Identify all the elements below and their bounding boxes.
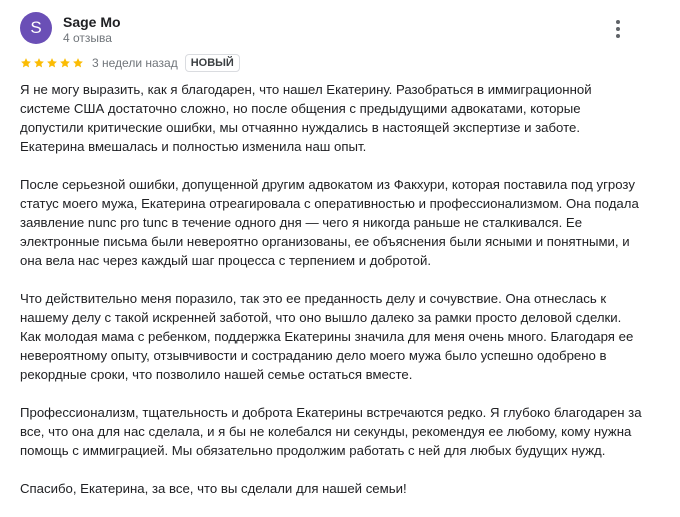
star-icon — [59, 57, 71, 69]
author-name[interactable]: Sage Mo — [63, 14, 121, 30]
star-rating — [20, 57, 84, 69]
star-icon — [72, 57, 84, 69]
review-paragraph: Я не могу выразить, как я благодарен, что нашел Екатерину. Разобраться в иммиграционной системе США достаточно сложно, но после общения с предыдущими адвокатами, которые допустили критические ошибки, мы отчаянно нуждались в настоящей экспертизе и заботе. Екатерина вмешалась и полностью изменила наш опыт. — [20, 82, 592, 154]
avatar-initial: S — [30, 18, 42, 37]
more-vert-icon — [616, 20, 620, 24]
avatar[interactable] — [20, 12, 52, 44]
more-options-button[interactable] — [606, 16, 630, 42]
review-paragraph: Профессионализм, тщательность и доброта Екатерины встречаются редко. Я глубоко благодарен за все, что она для нас сделала, и я бы не колебался ни секунды, рекомендуя ее любому, кому нужна помощь с иммиграцией. Мы обязательно продолжим работать с ней для любых будущих нужд. — [20, 405, 642, 458]
review-date: 3 недели назад — [92, 56, 178, 70]
author-reviews-count[interactable]: 4 отзыва — [63, 31, 112, 45]
star-icon — [46, 57, 58, 69]
more-vert-icon — [616, 27, 620, 31]
star-icon — [20, 57, 32, 69]
review-paragraph: Что действительно меня поразило, так это ее преданность делу и сочувствие. Она отнеслась к нашему делу с такой искренней заботой, что оно вышло далеко за рамки просто деловой сделки. Как молодая мама с ребенком, поддержка Екатерины значила для меня очень много. Благодаря ее невероятному опыту, отзывчивости и состраданию дело моего мужа было успешно одобрено в рекордные сроки, что позволило нашей семье остаться вместе. — [20, 291, 634, 382]
rating-row — [20, 53, 240, 73]
review-text — [20, 80, 642, 517]
star-icon — [33, 57, 45, 69]
review-paragraph: Спасибо, Екатерина, за все, что вы сделали для нашей семьи! — [20, 481, 407, 496]
more-vert-icon — [616, 34, 620, 38]
new-badge: НОВЫЙ — [185, 54, 240, 72]
review-paragraph: После серьезной ошибки, допущенной другим адвокатом из Факхури, которая поставила под угрозу статус моего мужа, Екатерина отреагировала с оперативностью и профессионализмом. Она подала заявление nunc pro tunc в течение одного дня — чего я никогда раньше не сталкивался. Ее электронные письма были невероятно организованы, ее объяснения были ясными и понятными, и она вела нас через каждый шаг процесса с терпением и добротой. — [20, 177, 639, 268]
